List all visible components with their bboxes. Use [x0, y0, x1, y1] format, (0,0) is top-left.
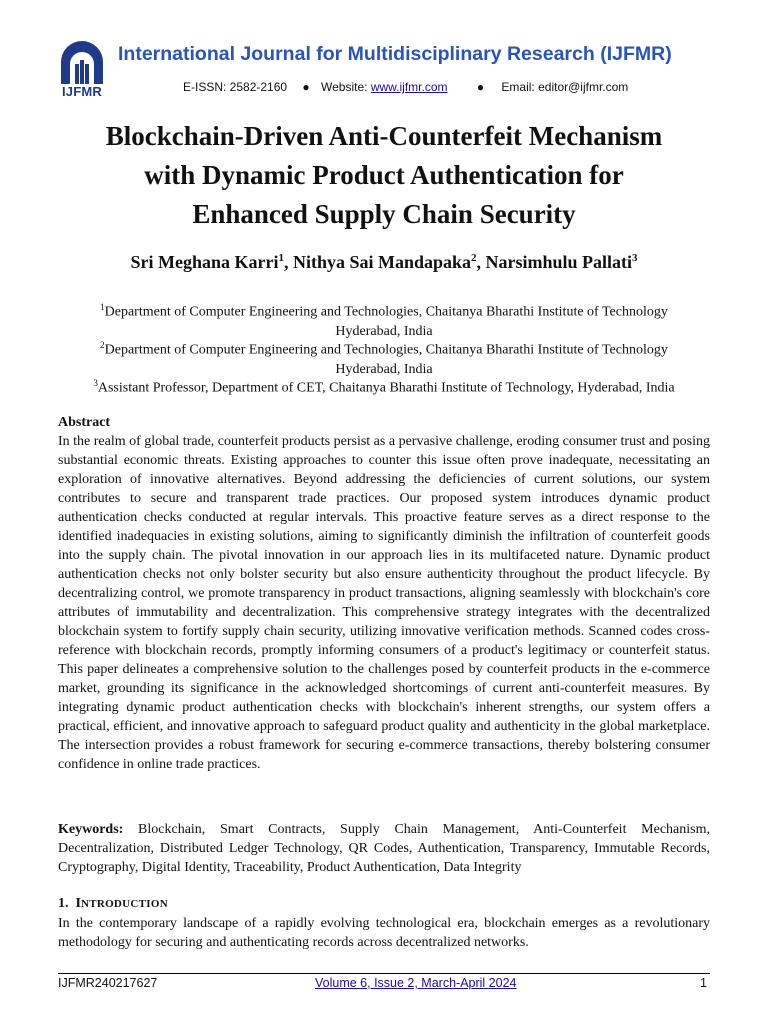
- introduction-section: [58, 894, 710, 952]
- introduction-heading: [58, 894, 710, 914]
- page-number: 1: [700, 976, 707, 990]
- affiliation-text: Department of Computer Engineering and Technologies, Chaitanya Bharathi Institute of Technology: [104, 304, 668, 320]
- bullet-separator: ●: [302, 80, 310, 94]
- author-list: [40, 252, 728, 273]
- footer-divider: [58, 973, 710, 974]
- keywords-section: [58, 820, 710, 877]
- website-link[interactable]: www.ijfmr.com: [370, 80, 448, 94]
- affiliation-number: 1: [100, 302, 105, 312]
- contact-email: Email: editor@ijfmr.com: [501, 80, 629, 94]
- journal-header: [0, 0, 768, 110]
- section-number: 1.: [58, 896, 69, 911]
- affiliation: [56, 298, 712, 341]
- abstract-text: In the realm of global trade, counterfeit products persist as a pervasive challenge, eroding consumer trust and posing substantial economic threats. Existing approaches to counter this issue often prove inadequate, necessitating an exploration of innovative alternatives. Beyond addressing the deficiencies of current solutions, our system contributes to secure and transparent trade practices. Our proposed system introduces dynamic product authentication checks conducted at regular intervals. This proactive feature serves as a direct response to the identified inadequacies in existing solutions, aiming to significantly diminish the infiltration of counterfeit goods into the supply chain. The pivotal innovation in our approach lies in its multifaceted nature. Dynamic product authentication checks not only bolster security but also ensure authenticity throughout the product lifecycle. By decentralizing control, we promote transparency in product transactions, aligning seamlessly with blockchain's core attributes of immutability and decentralization. This comprehensive strategy integrates with the decentralized blockchain system to fortify supply chain security, utilizing innovative verification methods. Scanned codes cross-reference with blockchain records, promptly informing consumers of a product's legitimacy or counterfeit status. This paper delineates a comprehensive solution to the challenges posed by counterfeit products in the e-commerce market, grounding its significance in the acknowledged shortcomings of current anti-counterfeit measures. By integrating dynamic product authentication checks with blockchain's inherent strengths, our system offers a practical, efficient, and innovative approach to safeguard product quality and authenticity in the global marketplace. The intersection provides a robust framework for securing e-commerce transactions, thereby bolstering consumer confidence in online trade practices.: [58, 434, 710, 772]
- journal-name: [118, 43, 672, 66]
- title-line: Blockchain-Driven Anti-Counterfeit Mechanism: [105, 121, 663, 151]
- author-affiliation-number: 3: [632, 252, 638, 264]
- section-title-initial: I: [75, 896, 81, 911]
- arch-logo-icon: [58, 40, 106, 86]
- affiliation-number: 3: [93, 378, 98, 388]
- journal-name-text: International Journal for Multidisciplinary Research: [118, 43, 595, 65]
- author-separator: ,: [476, 252, 486, 272]
- affiliation: [56, 336, 712, 379]
- journal-abbreviation: (IJFMR): [600, 43, 672, 65]
- keywords-label: Keywords:: [58, 822, 124, 837]
- affiliation-number: 2: [100, 340, 105, 350]
- abstract-section: [58, 413, 710, 774]
- keywords-text: Blockchain, Smart Contracts, Supply Chain Management, Anti-Counterfeit Mechanism, Decentralization, Distributed Ledger Technology, QR Codes, Authentication, Transparency, Immutable Records, Cryptography, Digital Identity, Traceability, Product Authentication, Data Integrity: [58, 822, 710, 875]
- affiliation-location: Hyderabad, India: [335, 361, 433, 377]
- volume-issue-link[interactable]: Volume 6, Issue 2, March-April 2024: [315, 976, 517, 990]
- logo-wordmark: IJFMR: [62, 84, 102, 99]
- author-name: Nithya Sai Mandapaka: [292, 252, 472, 272]
- bullet-separator: ●: [476, 80, 485, 94]
- introduction-text: In the contemporary landscape of a rapidly evolving technological era, blockchain emerges as a revolutionary methodology for securing and authenticating records across decentralized networks.: [58, 916, 710, 950]
- affiliation-text: Department of Computer Engineering and Technologies, Chaitanya Bharathi Institute of Technology: [104, 342, 668, 358]
- author-separator: ,: [283, 252, 293, 272]
- abstract-heading: Abstract: [58, 415, 111, 430]
- paper-id: IJFMR240217627: [58, 976, 158, 990]
- affiliation-location: Hyderabad, India: [335, 323, 433, 339]
- affiliation-text: Assistant Professor, Department of CET, Chaitanya Bharathi Institute of Technology, Hyderabad, India: [97, 380, 675, 396]
- author-name: Sri Meghana Karri: [130, 252, 279, 272]
- journal-meta-line: [183, 80, 628, 94]
- affiliation: [56, 374, 712, 398]
- author-affiliation-number: 2: [471, 252, 477, 264]
- paper-title: [40, 117, 728, 234]
- title-line: Enhanced Supply Chain Security: [192, 199, 576, 229]
- website-label: Website:: [321, 80, 368, 94]
- author-name: Narsimhulu Pallati: [485, 252, 633, 272]
- journal-logo: [58, 40, 106, 102]
- section-title-rest: NTRODUCTION: [80, 898, 168, 910]
- eissn: E-ISSN: 2582-2160: [183, 80, 288, 94]
- author-affiliation-number: 1: [278, 252, 284, 264]
- title-line: with Dynamic Product Authentication for: [144, 160, 624, 190]
